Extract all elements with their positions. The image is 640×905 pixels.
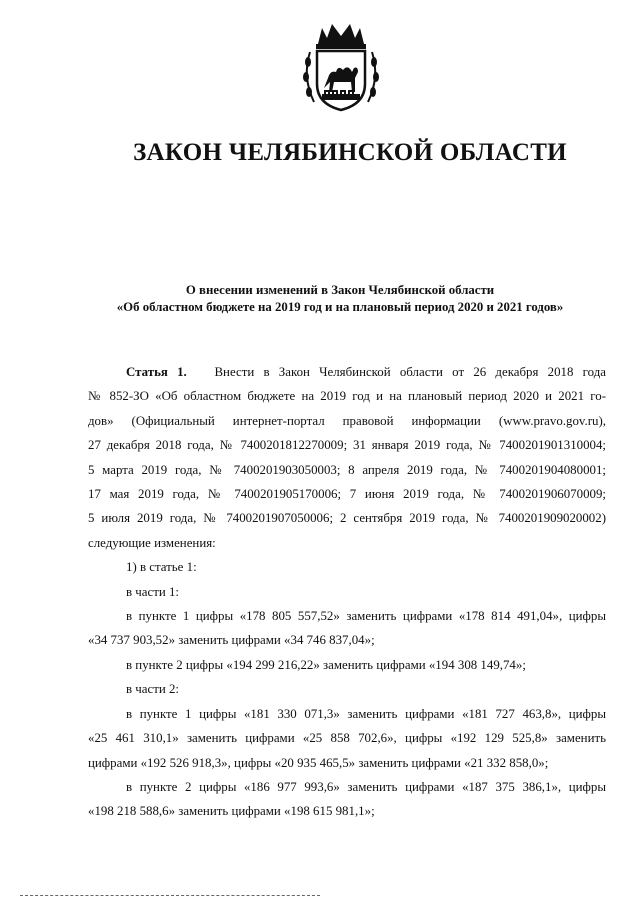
body-line: № 852-ЗО «Об областном бюджете на 2019 год и на плановый период 2020 и 2021 го- [88, 389, 606, 404]
law-title: ЗАКОН ЧЕЛЯБИНСКОЙ ОБЛАСТИ [133, 139, 567, 166]
law-body [88, 360, 606, 824]
body-line: 5 марта 2019 года, № 7400201903050003; 8 апреля 2019 года, № 7400201904080001; [88, 462, 606, 477]
body-line: в пункте 2 цифры «186 977 993,6» заменить цифрами «187 375 386,1», цифры [126, 779, 606, 794]
body-line: «34 737 903,52» заменить цифрами «34 746 837,04»; [88, 633, 375, 648]
body-line: 17 мая 2019 года, № 7400201905170006; 7 июня 2019 года, № 7400201906070009; [88, 487, 606, 502]
body-line: 27 декабря 2018 года, № 7400201812270009; 31 января 2019 года, № 7400201901310004; [88, 438, 606, 453]
body-line: в пункте 1 цифры «181 330 071,3» заменить цифрами «181 727 463,8», цифры [126, 706, 606, 721]
body-line: 5 июля 2019 года, № 7400201907050006; 2 сентября 2019 года, № 7400201909020002) [88, 511, 606, 526]
body-line: цифрами «192 526 918,3», цифры «20 935 465,5» заменить цифрами «21 332 858,0»; [88, 755, 549, 770]
part-heading: в части 2: [126, 682, 180, 697]
body-text: Внести в Закон Челябинской области от 26 декабря 2018 года [214, 365, 606, 379]
item-heading: 1) в статье 1: [126, 560, 197, 575]
part-heading: в части 1: [126, 584, 180, 599]
body-line: в пункте 1 цифры «178 805 557,52» заменить цифрами «178 814 491,04», цифры [126, 609, 606, 624]
body-line: дов» (Официальный интернет-портал правовой информации (www.pravo.gov.ru), [88, 413, 606, 428]
subtitle-line: «Об областном бюджете на 2019 год и на плановый период 2020 и 2021 годов» [116, 300, 564, 314]
article-label: Статья 1. [126, 365, 187, 379]
article-first-line [88, 360, 606, 384]
body-line: в пункте 2 цифры «194 299 216,22» заменить цифрами «194 308 149,74»; [126, 657, 526, 672]
chelyabinsk-coat-of-arms-icon [300, 22, 382, 114]
scan-edge-line [20, 895, 320, 897]
body-line: «198 218 588,6» заменить цифрами «198 615 981,1»; [88, 804, 375, 819]
body-line: следующие изменения: [88, 535, 216, 550]
body-line: «25 461 310,1» заменить цифрами «25 858 702,6», цифры «192 129 525,8» заменить [88, 731, 606, 746]
law-subtitle [60, 282, 620, 316]
subtitle-line: О внесении изменений в Закон Челябинской области [185, 283, 495, 297]
